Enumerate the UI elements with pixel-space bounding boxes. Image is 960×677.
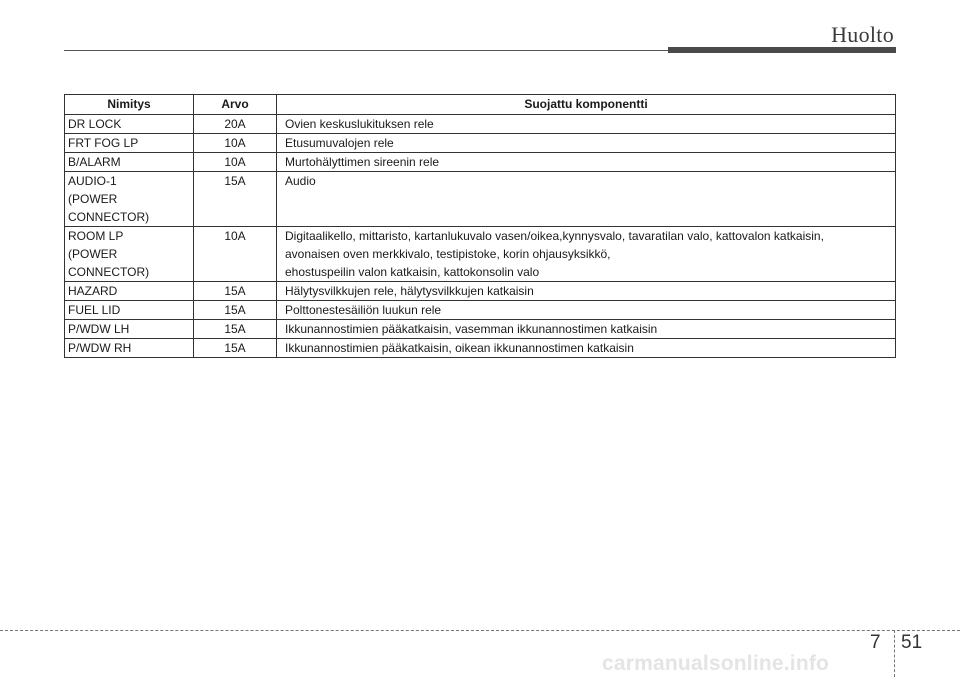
watermark: carmanualsonline.info [602, 652, 830, 675]
fuse-rating-cell: 15A [194, 301, 277, 320]
fuse-rating-cell: 15A [194, 320, 277, 339]
column-header-name: Nimitys [65, 95, 194, 115]
protected-component-line: Etusumuvalojen rele [285, 136, 394, 150]
table-row [65, 115, 896, 134]
table-row [65, 134, 896, 153]
fuse-table-body [65, 115, 896, 358]
table-row [65, 153, 896, 172]
section-title: Huolto [831, 22, 894, 47]
fuse-name-line: (POWER [68, 247, 118, 261]
fuse-name-cell [65, 320, 194, 339]
fuse-name-cell [65, 115, 194, 134]
fuse-name-line: (POWER [68, 192, 118, 206]
footer-divider [894, 630, 895, 677]
fuse-name-cell [65, 301, 194, 320]
protected-component-cell [277, 339, 896, 358]
fuse-rating-cell: 10A [194, 134, 277, 153]
fuse-name-line: B/ALARM [68, 155, 121, 169]
fuse-name-line: AUDIO-1 [68, 174, 117, 188]
protected-component-line: Hälytysvilkkujen rele, hälytysvilkkujen katkaisin [285, 284, 534, 298]
fuse-rating-cell: 20A [194, 115, 277, 134]
table-header-row [65, 95, 896, 115]
protected-component-line: Audio [285, 174, 316, 188]
column-header-value: Arvo [194, 95, 277, 115]
fuse-name-cell [65, 339, 194, 358]
protected-component-line: Polttonestesäiliön luukun rele [285, 303, 442, 317]
header-bar [668, 47, 896, 53]
protected-component-cell [277, 227, 896, 282]
chapter-number: 7 [870, 632, 881, 653]
fuse-rating-cell: 10A [194, 153, 277, 172]
fuse-name-line: P/WDW RH [68, 341, 132, 355]
protected-component-cell [277, 153, 896, 172]
fuse-name-line: HAZARD [68, 284, 118, 298]
protected-component-cell [277, 172, 896, 227]
protected-component-line: Digitaalikello, mittaristo, kartanlukuvalo vasen/oikea,kynnysvalo, tavaratilan valo, kattovalon katkaisin, [285, 229, 824, 243]
protected-component-line: Ikkunannostimien pääkatkaisin, oikean ikkunannostimen katkaisin [285, 341, 634, 355]
fuse-name-line: CONNECTOR) [68, 210, 150, 224]
fuse-name-line: P/WDW LH [68, 322, 130, 336]
fuse-name-line: ROOM LP [68, 229, 124, 243]
fuse-name-line: DR LOCK [68, 117, 122, 131]
protected-component-cell [277, 301, 896, 320]
fuse-name-cell [65, 172, 194, 227]
footer-rule [0, 630, 960, 631]
fuse-name-cell [65, 227, 194, 282]
fuse-rating-cell: 15A [194, 282, 277, 301]
table-row [65, 339, 896, 358]
fuse-name-cell [65, 153, 194, 172]
column-header-component: Suojattu komponentti [277, 95, 896, 115]
fuse-name-cell [65, 134, 194, 153]
fuse-rating-cell: 15A [194, 339, 277, 358]
protected-component-line: avonaisen oven merkkivalo, testipistoke, korin ohjausyksikkö, [285, 247, 611, 261]
protected-component-cell [277, 115, 896, 134]
table-row [65, 227, 896, 282]
fuse-name-line: CONNECTOR) [68, 265, 150, 279]
fuse-table [64, 94, 896, 358]
protected-component-line: ehostuspeilin valon katkaisin, kattokonsolin valo [285, 265, 540, 279]
fuse-name-line: FRT FOG LP [68, 136, 139, 150]
page-number: 51 [901, 632, 923, 653]
fuse-rating-cell: 15A [194, 172, 277, 227]
table-row [65, 172, 896, 227]
fuse-name-cell [65, 282, 194, 301]
protected-component-line: Murtohälyttimen sireenin rele [285, 155, 440, 169]
protected-component-cell [277, 134, 896, 153]
protected-component-cell [277, 320, 896, 339]
table-row [65, 320, 896, 339]
table-row [65, 301, 896, 320]
fuse-name-line: FUEL LID [68, 303, 121, 317]
protected-component-line: Ikkunannostimien pääkatkaisin, vasemman ikkunannostimen katkaisin [285, 322, 658, 336]
protected-component-cell [277, 282, 896, 301]
table-row [65, 282, 896, 301]
fuse-rating-cell: 10A [194, 227, 277, 282]
header-rule [64, 50, 670, 51]
protected-component-line: Ovien keskuslukituksen rele [285, 117, 434, 131]
